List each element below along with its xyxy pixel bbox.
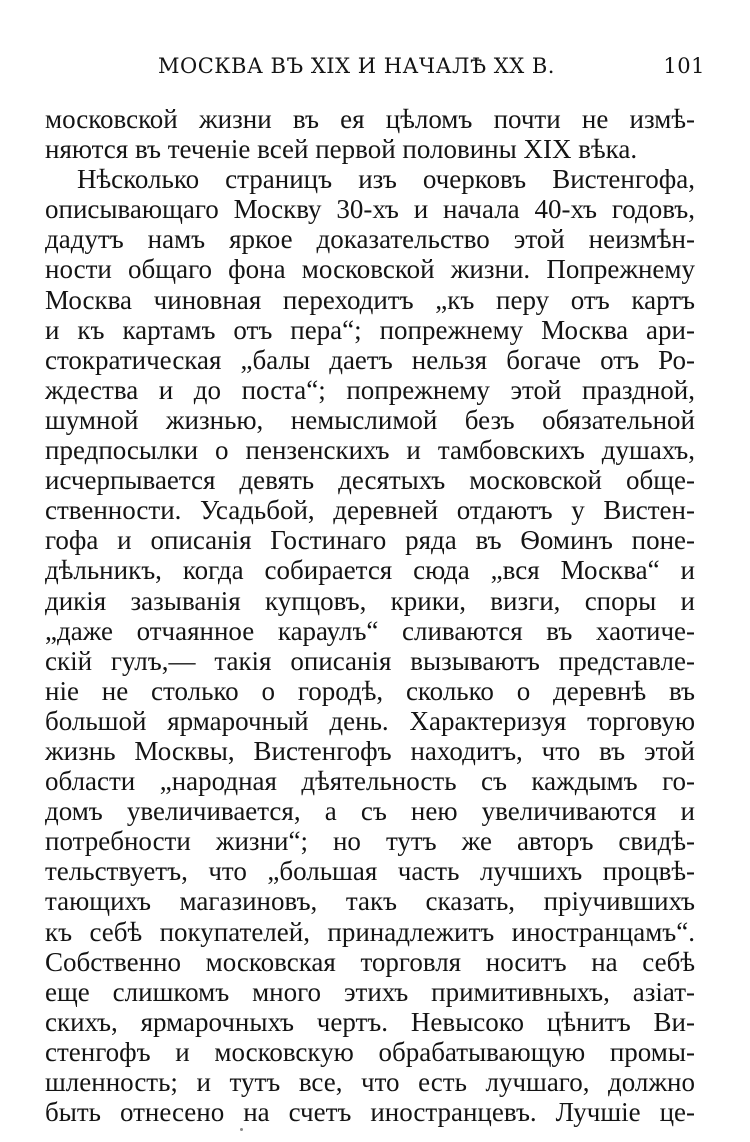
text-line: Нѣсколько страницъ изъ очерковъ Вистенгофа, — [77, 164, 695, 195]
text-line: потребности жизни“; но тутъ же авторъ свидѣ- — [45, 826, 695, 857]
text-line: стенгофъ и московскую обрабатывающую промы- — [45, 1036, 695, 1067]
text-line: скій гулъ,— такія описанія вызываютъ представле- — [45, 645, 695, 676]
text-line: ности общаго фона московской жизни. Попрежнему — [45, 254, 695, 285]
text-line: тельствуетъ, что „большая часть лучшихъ процвѣ- — [45, 856, 695, 887]
text-line: тающихъ магазиновъ, такъ сказать, пріучившихъ — [45, 886, 695, 917]
text-line: дикія зазыванія купцовъ, крики, визги, споры и — [45, 585, 695, 616]
text-line: няются въ теченіе всей первой половины XIX вѣка. — [45, 134, 638, 165]
text-line: области „народная дѣятельность съ каждымъ го- — [45, 766, 695, 797]
text-line: и къ картамъ отъ пера“; попрежнему Москва ари- — [45, 314, 695, 345]
page-number: 101 — [663, 54, 705, 78]
text-line: стократическая „балы даетъ нельзя богаче отъ Ро- — [45, 344, 695, 375]
text-line: ственности. Усадьбой, деревней отдаютъ у Вистен- — [45, 495, 695, 526]
text-line: къ себѣ покупателей, принадлежитъ иностранцамъ“. — [45, 916, 695, 947]
text-line: еще слишкомъ много этихъ примитивныхъ, азіат- — [45, 976, 695, 1007]
text-line: большой ярмарочный день. Характеризуя торговую — [45, 705, 695, 736]
text-line: домъ увеличивается, а съ нею увеличиваются и — [45, 796, 695, 827]
text-body — [45, 104, 695, 1127]
text-line: скихъ, ярмарочныхъ чертъ. Невысоко цѣнитъ Ви- — [45, 1006, 695, 1037]
text-line: описывающаго Москву 30-хъ и начала 40-хъ годовъ, — [45, 194, 695, 225]
text-line: шленность; и тутъ все, что есть лучшаго, должно — [45, 1067, 695, 1097]
text-line: ніе не столько о городѣ, сколько о деревнѣ въ — [45, 675, 695, 706]
running-title: МОСКВА ВЪ XIX И НАЧАЛѢ XX В. — [158, 54, 555, 78]
text-line: быть отнесено на счетъ иностранцевъ. Лучшіе це- — [45, 1097, 695, 1128]
text-line: московской жизни въ ея цѣломъ почти не измѣ- — [45, 104, 695, 134]
running-head — [45, 54, 705, 84]
ink-speck — [240, 1128, 243, 1131]
text-line: дѣльникъ, когда собирается сюда „вся Москва“ и — [45, 555, 695, 586]
text-line: шумной жизнью, немыслимой безъ обязательной — [45, 404, 695, 435]
text-line: дадутъ намъ яркое доказательство этой неизмѣн- — [45, 224, 695, 255]
text-line: предпосылки о пензенскихъ и тамбовскихъ душахъ, — [45, 435, 695, 466]
text-line: исчерпывается девять десятыхъ московской обще- — [45, 465, 695, 496]
text-line: Собственно московская торговля носитъ на себѣ — [45, 946, 695, 977]
text-line: жизнь Москвы, Вистенгофъ находитъ, что въ этой — [45, 735, 695, 766]
text-line: Москва чиновная переходитъ „къ перу отъ картъ — [45, 284, 695, 315]
text-line: гофа и описанія Гостинаго ряда въ Ѳоминъ поне- — [45, 525, 695, 556]
text-line: „даже отчаянное караулъ“ сливаются въ хаотиче- — [45, 615, 695, 646]
text-line: ждества и до поста“; попрежнему этой праздной, — [45, 374, 695, 405]
